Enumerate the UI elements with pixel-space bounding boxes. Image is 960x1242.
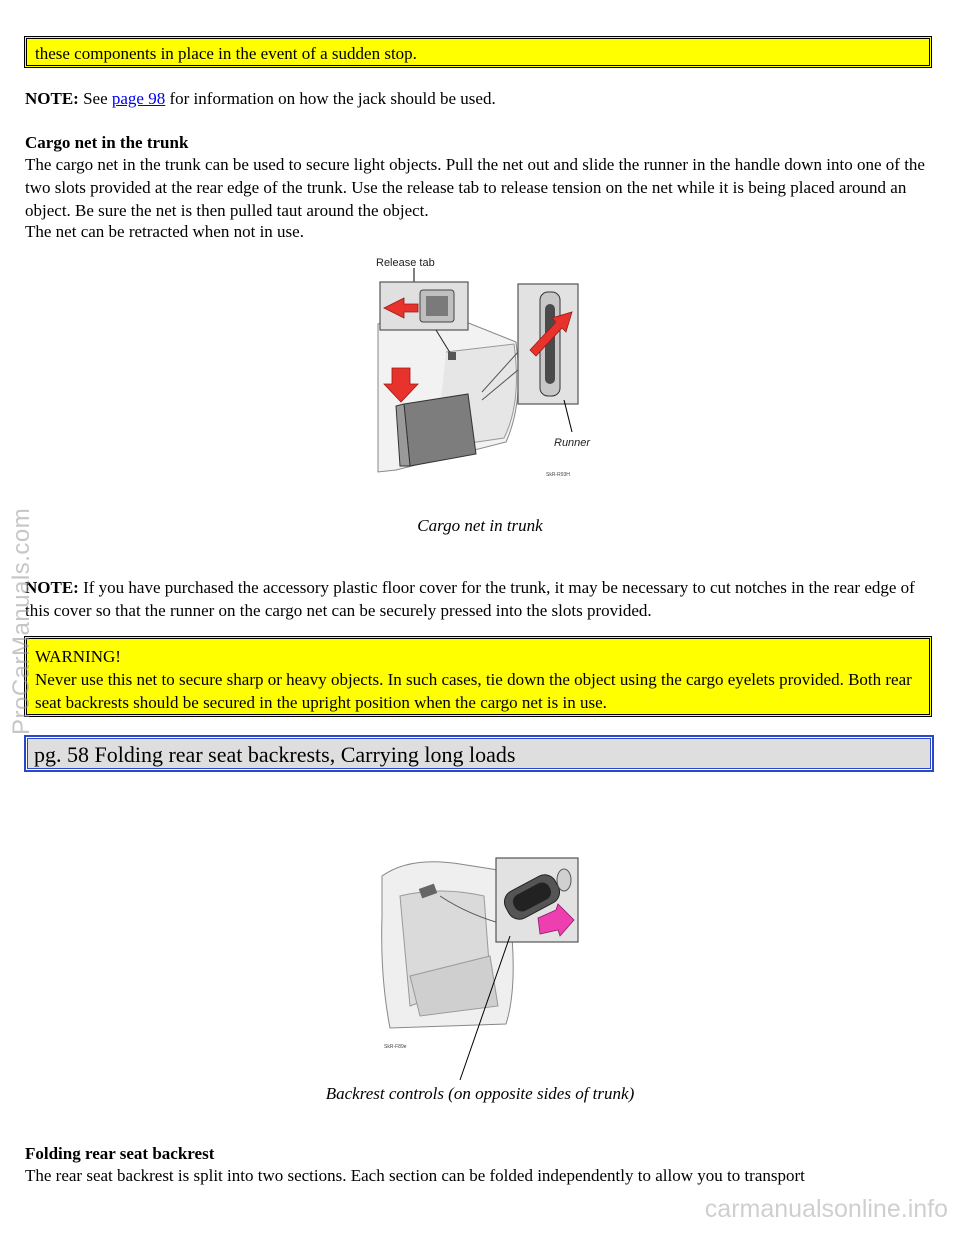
- note-jack: [25, 87, 937, 110]
- note-label: NOTE:: [25, 89, 79, 108]
- heading-text: Folding rear seat backrest: [25, 1144, 215, 1163]
- note-label: NOTE:: [25, 578, 79, 597]
- watermark-carmanualsonline: carmanualsonline.info: [704, 1195, 948, 1223]
- folding-heading: [25, 1142, 937, 1165]
- release-tab-label: Release tab: [376, 257, 435, 269]
- cargo-net-paragraph: The cargo net in the trunk can be used to secure light objects. Pull the net out and slide the runner in the handle down into one of the two slots provided at the rear edge of the trunk. Use the release tab to release tension on the net while it is being placed around an object. Be sure the net is then pulled taut around the object.: [25, 155, 925, 220]
- folding-paragraph: The rear seat backrest is split into two sections. Each section can be folded independently to allow you to transport: [25, 1166, 805, 1185]
- continuation-warning-box: [24, 36, 932, 68]
- heading-text: Cargo net in the trunk: [25, 133, 189, 152]
- note-floor-cover: [25, 576, 937, 622]
- page-98-link[interactable]: page 98: [111, 89, 166, 108]
- note-text: See: [78, 89, 112, 108]
- warning-box: [24, 636, 932, 717]
- figure-code: SkR-F89e: [384, 1044, 407, 1050]
- runner-label: Runner: [554, 437, 591, 449]
- backrest-controls-illustration: [380, 856, 580, 1080]
- note-text: If you have purchased the accessory plastic floor cover for the trunk, it may be necessary to cut notches in the rear edge of this cover so that the runner on the cargo net can be securely pressed into the slots provided.: [25, 578, 915, 620]
- watermark-procarmanuals: ProCarManuals.com: [8, 507, 35, 735]
- section-header: pg. 58 Folding rear seat backrests, Carrying long loads: [24, 735, 934, 772]
- cargo-net-heading: [25, 131, 937, 154]
- warning-title: WARNING!: [35, 647, 121, 666]
- figure-code: SkR-R93H: [546, 472, 570, 478]
- figure-caption: Cargo net in trunk: [417, 516, 543, 535]
- warning-text: Never use this net to secure sharp or heavy objects. In such cases, tie down the object using the cargo eyelets provided. Both rear seat backrests should be secured in the upright position when the cargo net is in use.: [35, 670, 912, 712]
- note-text-end: for information on how the jack should be used.: [165, 89, 496, 108]
- cargo-net-paragraph-2: The net can be retracted when not in use.: [25, 222, 304, 241]
- continuation-text: these components in place in the event of a sudden stop.: [35, 44, 417, 63]
- cargo-net-illustration: [376, 252, 594, 484]
- figure-caption-2: Backrest controls (on opposite sides of trunk): [325, 1084, 635, 1103]
